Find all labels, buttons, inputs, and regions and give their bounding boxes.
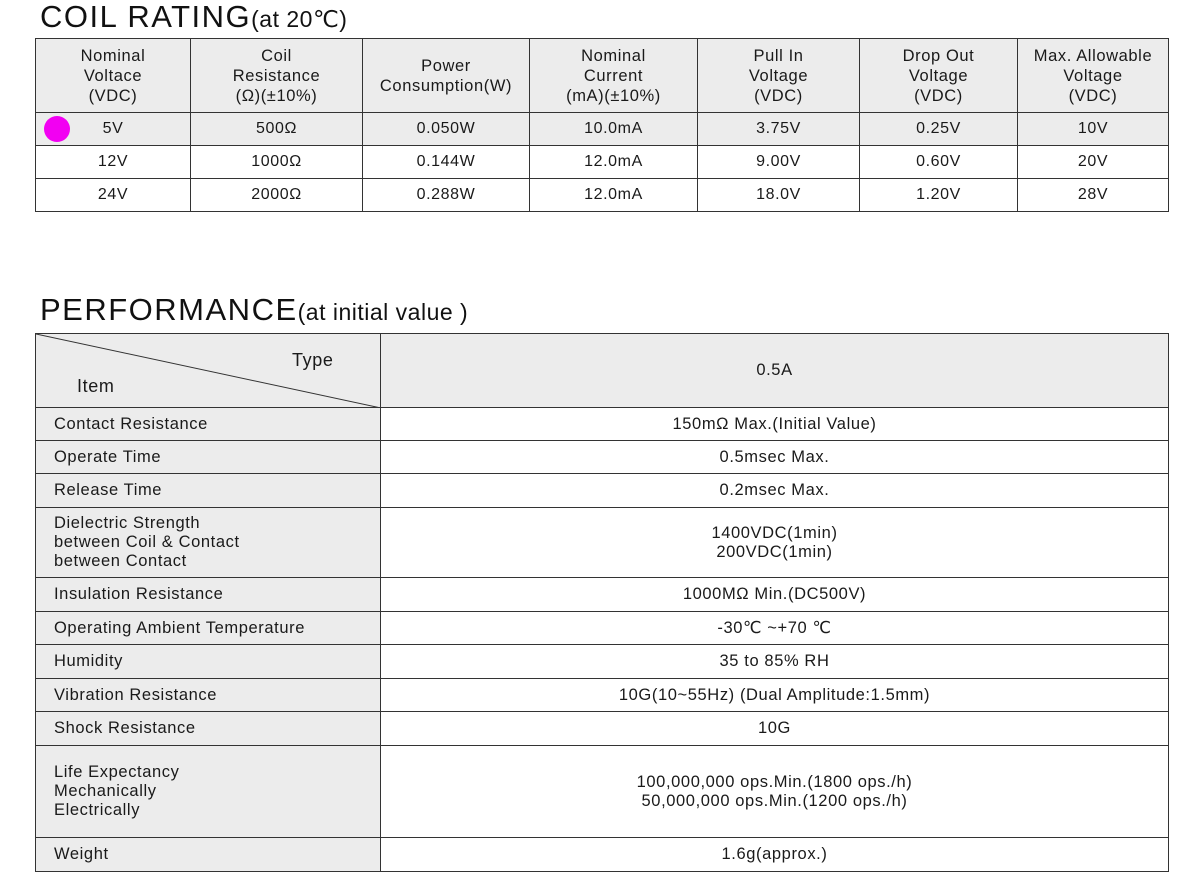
row-label-line: Electrically <box>54 801 141 819</box>
row-label <box>36 578 381 612</box>
row-value <box>381 612 1169 645</box>
table-cell: 12.0mA <box>530 146 698 179</box>
perf-row-life-expectancy <box>36 746 1169 838</box>
table-cell: 0.25V <box>860 113 1018 146</box>
header-line: (mA)(±10%) <box>566 86 661 105</box>
row-label-line: Life Expectancy <box>54 763 180 781</box>
row-label-line: Release Time <box>54 481 163 499</box>
header-line: Voltace <box>83 66 143 85</box>
coil-rating-table <box>35 38 1169 212</box>
row-value <box>381 508 1169 578</box>
header-line: Nominal <box>581 46 646 65</box>
table-cell: 18.0V <box>698 179 860 212</box>
table-cell: 3.75V <box>698 113 860 146</box>
header-line: (VDC) <box>754 86 803 105</box>
table-cell: 10V <box>1018 113 1169 146</box>
coil-rating-heading: COIL RATING <box>40 0 252 34</box>
coil-row-24v <box>36 179 1169 212</box>
perf-row-weight <box>36 838 1169 872</box>
row-label-line: Operate Time <box>54 447 162 466</box>
row-label-line: Dielectric Strength <box>54 514 201 532</box>
selection-marker-dot <box>44 116 70 142</box>
row-value-line: -30℃ ~+70 ℃ <box>717 618 832 637</box>
row-value <box>381 441 1169 474</box>
perf-row-operate-time <box>36 441 1169 474</box>
type-item-header-cell <box>36 334 381 408</box>
perf-row-ambient-temperature <box>36 612 1169 645</box>
row-value <box>381 712 1169 746</box>
row-label <box>36 838 381 872</box>
performance-header-row <box>36 334 1169 408</box>
row-label <box>36 508 381 578</box>
table-cell: 20V <box>1018 146 1169 179</box>
header-line: Pull In <box>753 46 804 65</box>
row-label-line: between Contact <box>54 552 187 570</box>
header-line: Voltage <box>908 66 969 85</box>
header-drop-out-voltage <box>860 39 1018 113</box>
type-value: 0.5A <box>381 334 1169 408</box>
header-line: Resistance <box>232 66 321 85</box>
header-nominal-current <box>530 39 698 113</box>
row-value-line: 1000MΩ Min.(DC500V) <box>682 585 867 603</box>
table-cell: 0.60V <box>860 146 1018 179</box>
header-line: Current <box>583 66 644 85</box>
header-line: (VDC) <box>1068 86 1118 105</box>
header-line: Power <box>421 56 471 75</box>
row-value-line: 10G(10~55Hz) (Dual Amplitude:1.5mm) <box>618 685 931 704</box>
row-label-line: Mechanically <box>54 782 157 800</box>
table-cell: 1.20V <box>860 179 1018 212</box>
table-cell: 9.00V <box>698 146 860 179</box>
header-nominal-voltage <box>36 39 191 113</box>
header-line: Voltage <box>748 66 809 85</box>
table-cell: 0.144W <box>363 146 530 179</box>
performance-heading: PERFORMANCE <box>40 292 298 327</box>
row-label-line: Operating Ambient Temperature <box>54 618 305 637</box>
header-line: Voltage <box>1063 66 1123 85</box>
table-cell: 24V <box>36 179 191 212</box>
row-label-line: between Coil & Contact <box>54 533 240 551</box>
table-cell: 2000Ω <box>191 179 363 212</box>
table-cell: 0.050W <box>363 113 530 146</box>
perf-row-humidity <box>36 645 1169 679</box>
performance-table <box>35 333 1169 872</box>
table-cell: 12V <box>36 146 191 179</box>
header-line: Drop Out <box>902 46 975 65</box>
perf-row-release-time <box>36 474 1169 508</box>
row-label <box>36 441 381 474</box>
row-label <box>36 645 381 679</box>
row-label <box>36 746 381 838</box>
row-label <box>36 712 381 746</box>
row-value <box>381 408 1169 441</box>
table-cell: 500Ω <box>191 113 363 146</box>
table-cell: 28V <box>1018 179 1169 212</box>
performance-title <box>40 292 468 328</box>
row-value-line: 150mΩ Max.(Initial Value) <box>672 414 877 433</box>
row-label <box>36 679 381 712</box>
row-label-line: Contact Resistance <box>54 414 208 433</box>
item-label: Item <box>77 376 115 396</box>
row-label-line: Shock Resistance <box>54 719 196 737</box>
row-value-line: 35 to 85% RH <box>719 652 830 670</box>
row-value-line: 100,000,000 ops.Min.(1800 ops./h) <box>636 772 913 791</box>
table-cell: 12.0mA <box>530 179 698 212</box>
row-value-line: 200VDC(1min) <box>716 542 833 561</box>
table-cell: 10.0mA <box>530 113 698 146</box>
row-value-line: 0.5msec Max. <box>719 447 830 466</box>
row-label <box>36 612 381 645</box>
header-line: Consumption(W) <box>379 76 513 95</box>
row-label-line: Vibration Resistance <box>54 685 218 704</box>
header-max-allowable-voltage <box>1018 39 1169 113</box>
row-value <box>381 746 1169 838</box>
row-value <box>381 645 1169 679</box>
row-label-line: Humidity <box>54 652 123 670</box>
row-value-line: 10G <box>758 719 791 737</box>
row-value-line: 1.6g(approx.) <box>721 845 828 863</box>
header-line: (VDC) <box>88 86 138 105</box>
header-pull-in-voltage <box>698 39 860 113</box>
table-cell: 0.288W <box>363 179 530 212</box>
type-label: Type <box>292 350 334 370</box>
row-value-line: 1400VDC(1min) <box>711 523 838 542</box>
header-line: Coil <box>261 46 292 65</box>
row-value <box>381 838 1169 872</box>
row-value-line: 0.2msec Max. <box>719 481 830 499</box>
table-cell <box>36 113 191 146</box>
row-label <box>36 408 381 441</box>
row-label <box>36 474 381 508</box>
row-value-line: 50,000,000 ops.Min.(1200 ops./h) <box>641 791 908 810</box>
header-line: Nominal <box>80 46 146 65</box>
row-label-line: Insulation Resistance <box>54 585 224 603</box>
table-cell: 1000Ω <box>191 146 363 179</box>
perf-row-vibration-resistance <box>36 679 1169 712</box>
perf-row-dielectric-strength <box>36 508 1169 578</box>
row-value <box>381 474 1169 508</box>
coil-row-12v <box>36 146 1169 179</box>
coil-row-5v <box>36 113 1169 146</box>
header-power-consumption <box>363 39 530 113</box>
row-label-line: Weight <box>54 845 109 863</box>
coil-header-row <box>36 39 1169 113</box>
header-line: (VDC) <box>914 86 963 105</box>
perf-row-shock-resistance <box>36 712 1169 746</box>
cell-text: 5V <box>102 120 124 137</box>
row-value <box>381 679 1169 712</box>
perf-row-insulation-resistance <box>36 578 1169 612</box>
header-coil-resistance <box>191 39 363 113</box>
header-line: (Ω)(±10%) <box>235 86 318 105</box>
coil-rating-subheading: (at 20℃) <box>251 6 348 32</box>
header-line: Max. Allowable <box>1033 46 1153 65</box>
performance-subheading: (at initial value ) <box>297 299 469 325</box>
perf-row-contact-resistance <box>36 408 1169 441</box>
coil-rating-title <box>40 0 347 35</box>
row-value <box>381 578 1169 612</box>
